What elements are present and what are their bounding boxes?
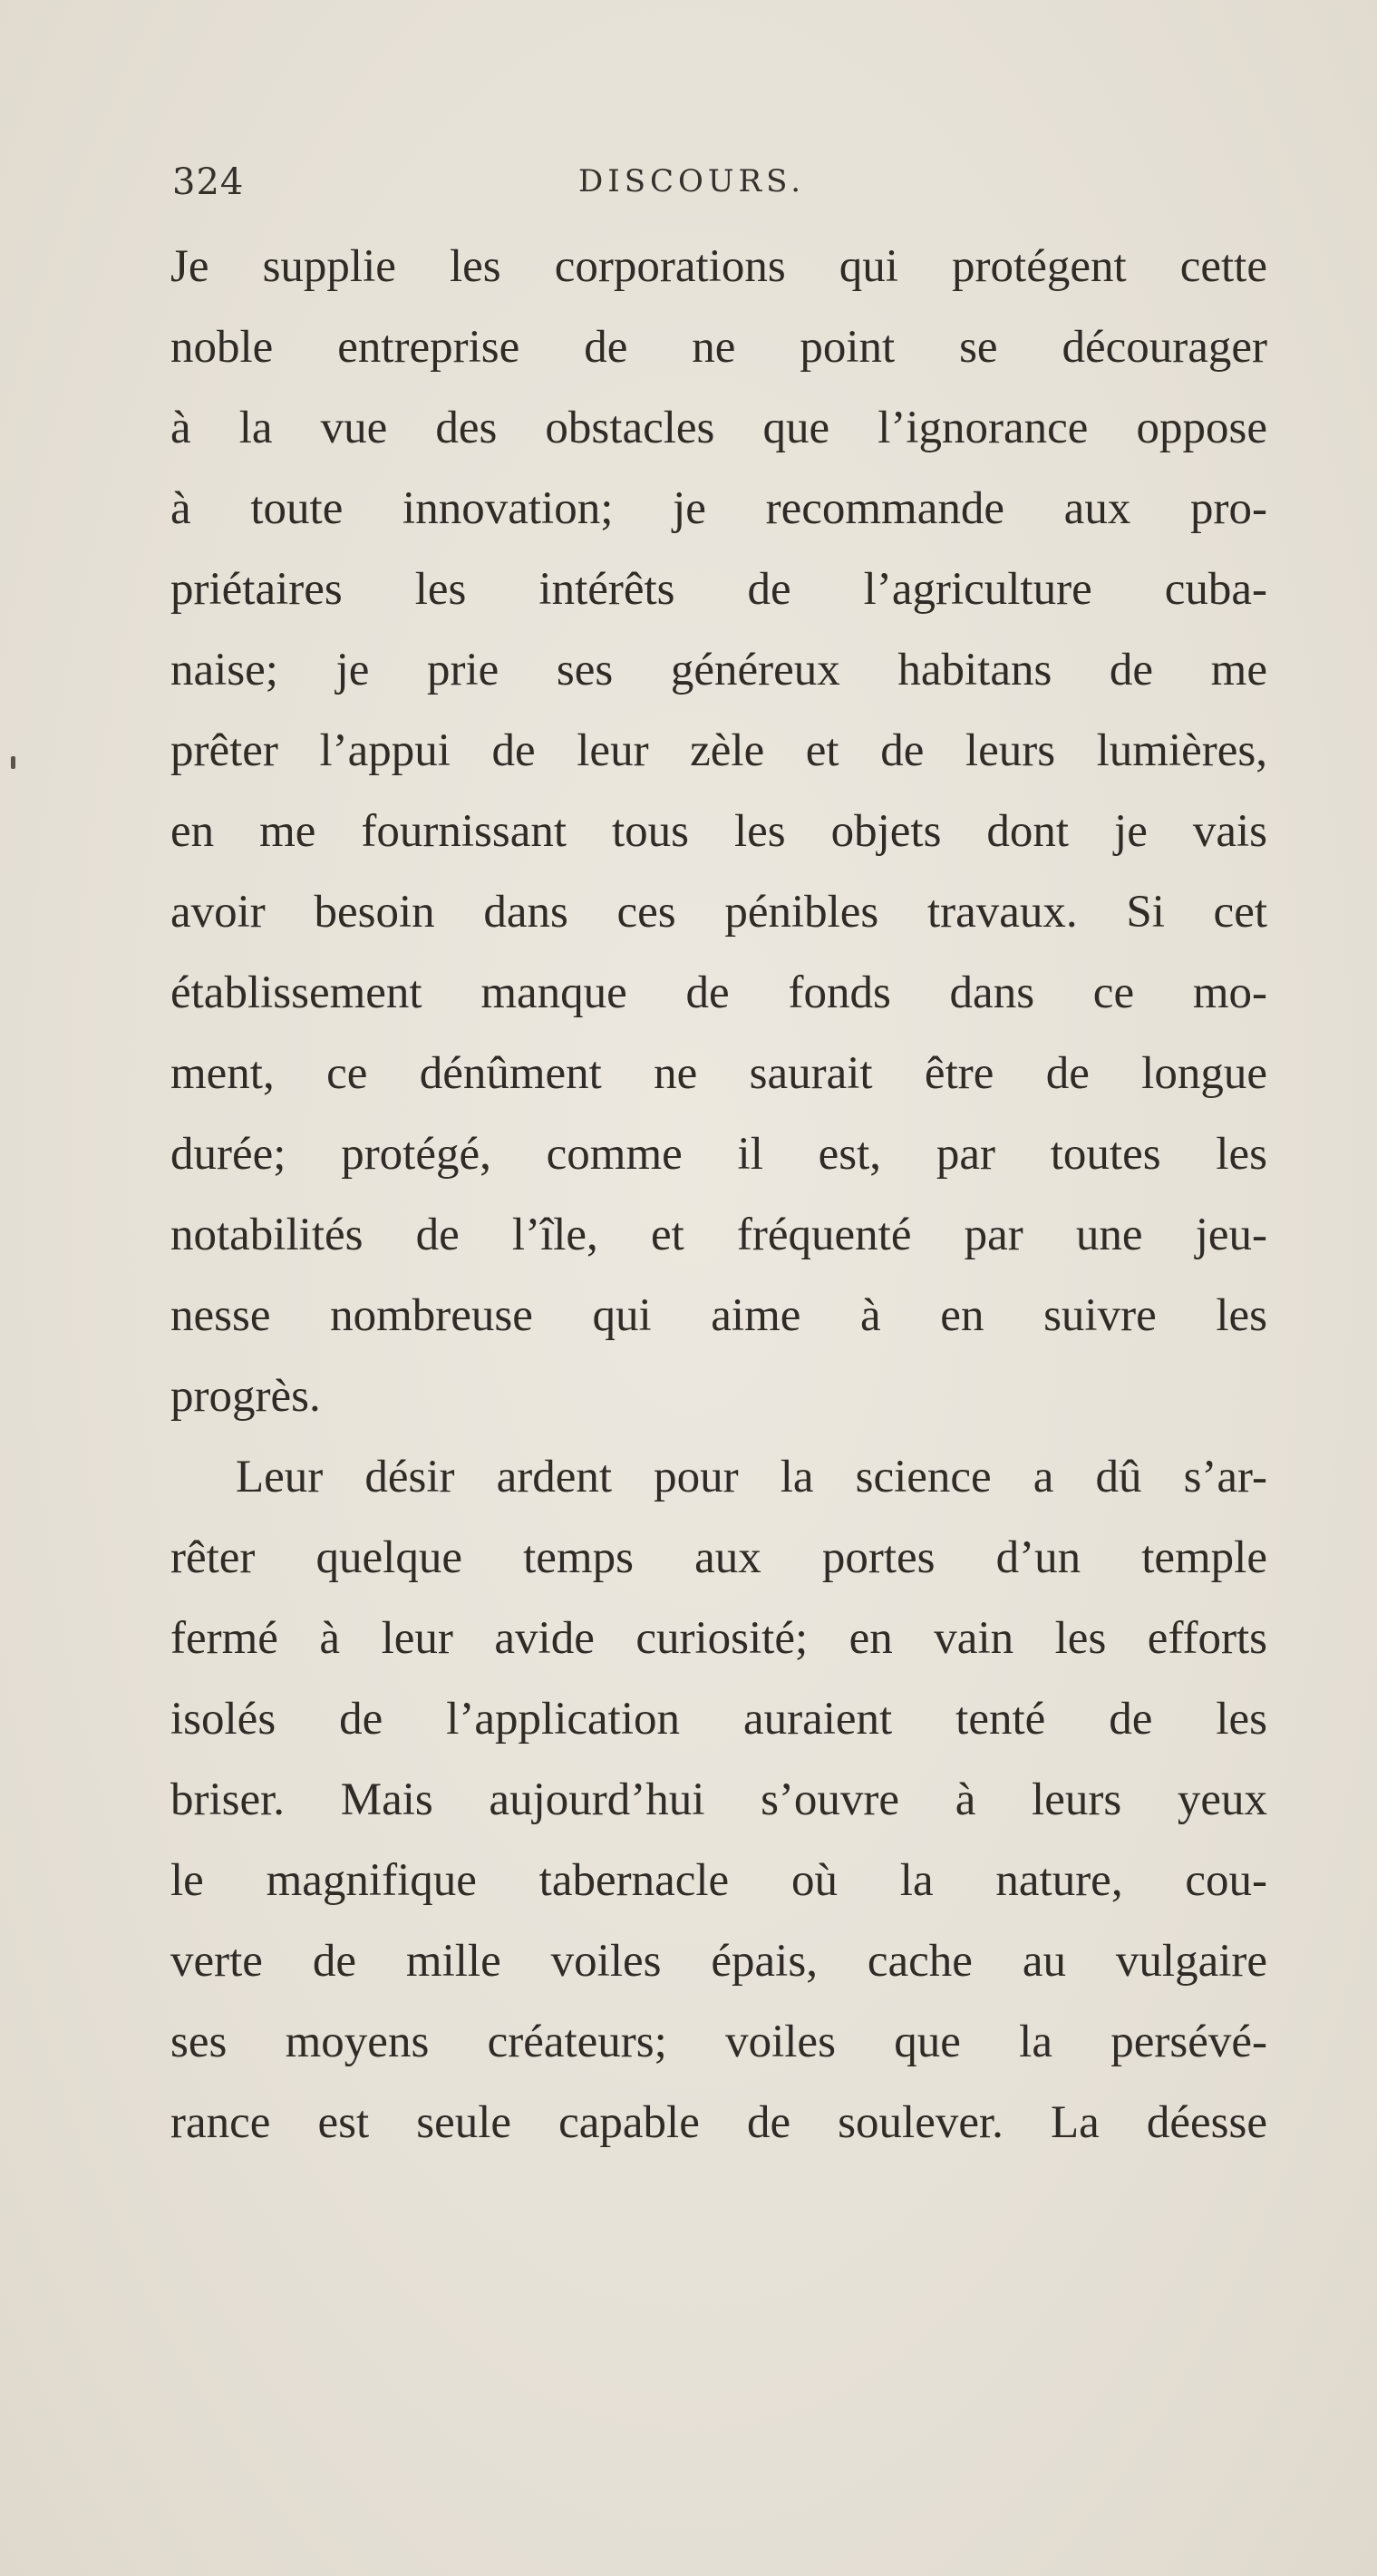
- text-line: briser. Mais aujourd’hui s’ouvre à leurs yeux: [170, 1774, 1267, 1825]
- text-line: naise; je prie ses généreux habitans de me: [170, 645, 1267, 695]
- text-line: noble entreprise de ne point se décourager: [170, 322, 1267, 373]
- text-line: isolés de l’application auraient tenté de les: [170, 1694, 1267, 1745]
- text-line: progrès.: [170, 1371, 321, 1422]
- text-line: priétaires les intérêts de l’agriculture cuba-: [170, 564, 1267, 615]
- text-line: verte de mille voiles épais, cache au vulgaire: [170, 1936, 1267, 1987]
- text-line: ses moyens créateurs; voiles que la persévé-: [170, 2017, 1267, 2067]
- text-line: prêter l’appui de leur zèle et de leurs lumières,: [170, 725, 1267, 776]
- text-line: le magnifique tabernacle où la nature, cou-: [170, 1855, 1267, 1906]
- page-number: 324: [172, 161, 245, 203]
- text-line: rêter quelque temps aux portes d’un temple: [170, 1532, 1267, 1583]
- page-header: [172, 161, 1242, 216]
- text-line: fermé à leur avide curiosité; en vain les efforts: [170, 1613, 1267, 1664]
- text-line: ment, ce dénûment ne saurait être de longue: [170, 1048, 1267, 1099]
- margin-mark: [11, 756, 15, 769]
- text-line: durée; protégé, comme il est, par toutes les: [170, 1129, 1267, 1180]
- text-line: nesse nombreuse qui aime à en suivre les: [170, 1290, 1267, 1341]
- text-line: Je supplie les corporations qui protégent cette: [170, 241, 1267, 292]
- text-line: Leur désir ardent pour la science a dû s’ar-: [236, 1452, 1267, 1502]
- text-line: établissement manque de fonds dans ce mo-: [170, 967, 1267, 1018]
- text-line: notabilités de l’île, et fréquenté par une jeu-: [170, 1210, 1267, 1260]
- text-line: avoir besoin dans ces pénibles travaux. Si cet: [170, 887, 1267, 938]
- body-text: [170, 227, 1267, 2163]
- text-line: à toute innovation; je recommande aux pro-: [170, 483, 1267, 534]
- text-line: rance est seule capable de soulever. La déesse: [170, 2097, 1267, 2148]
- running-title: DISCOURS.: [578, 163, 806, 199]
- text-line: à la vue des obstacles que l’ignorance oppose: [170, 403, 1267, 453]
- text-line: en me fournissant tous les objets dont je vais: [170, 806, 1267, 857]
